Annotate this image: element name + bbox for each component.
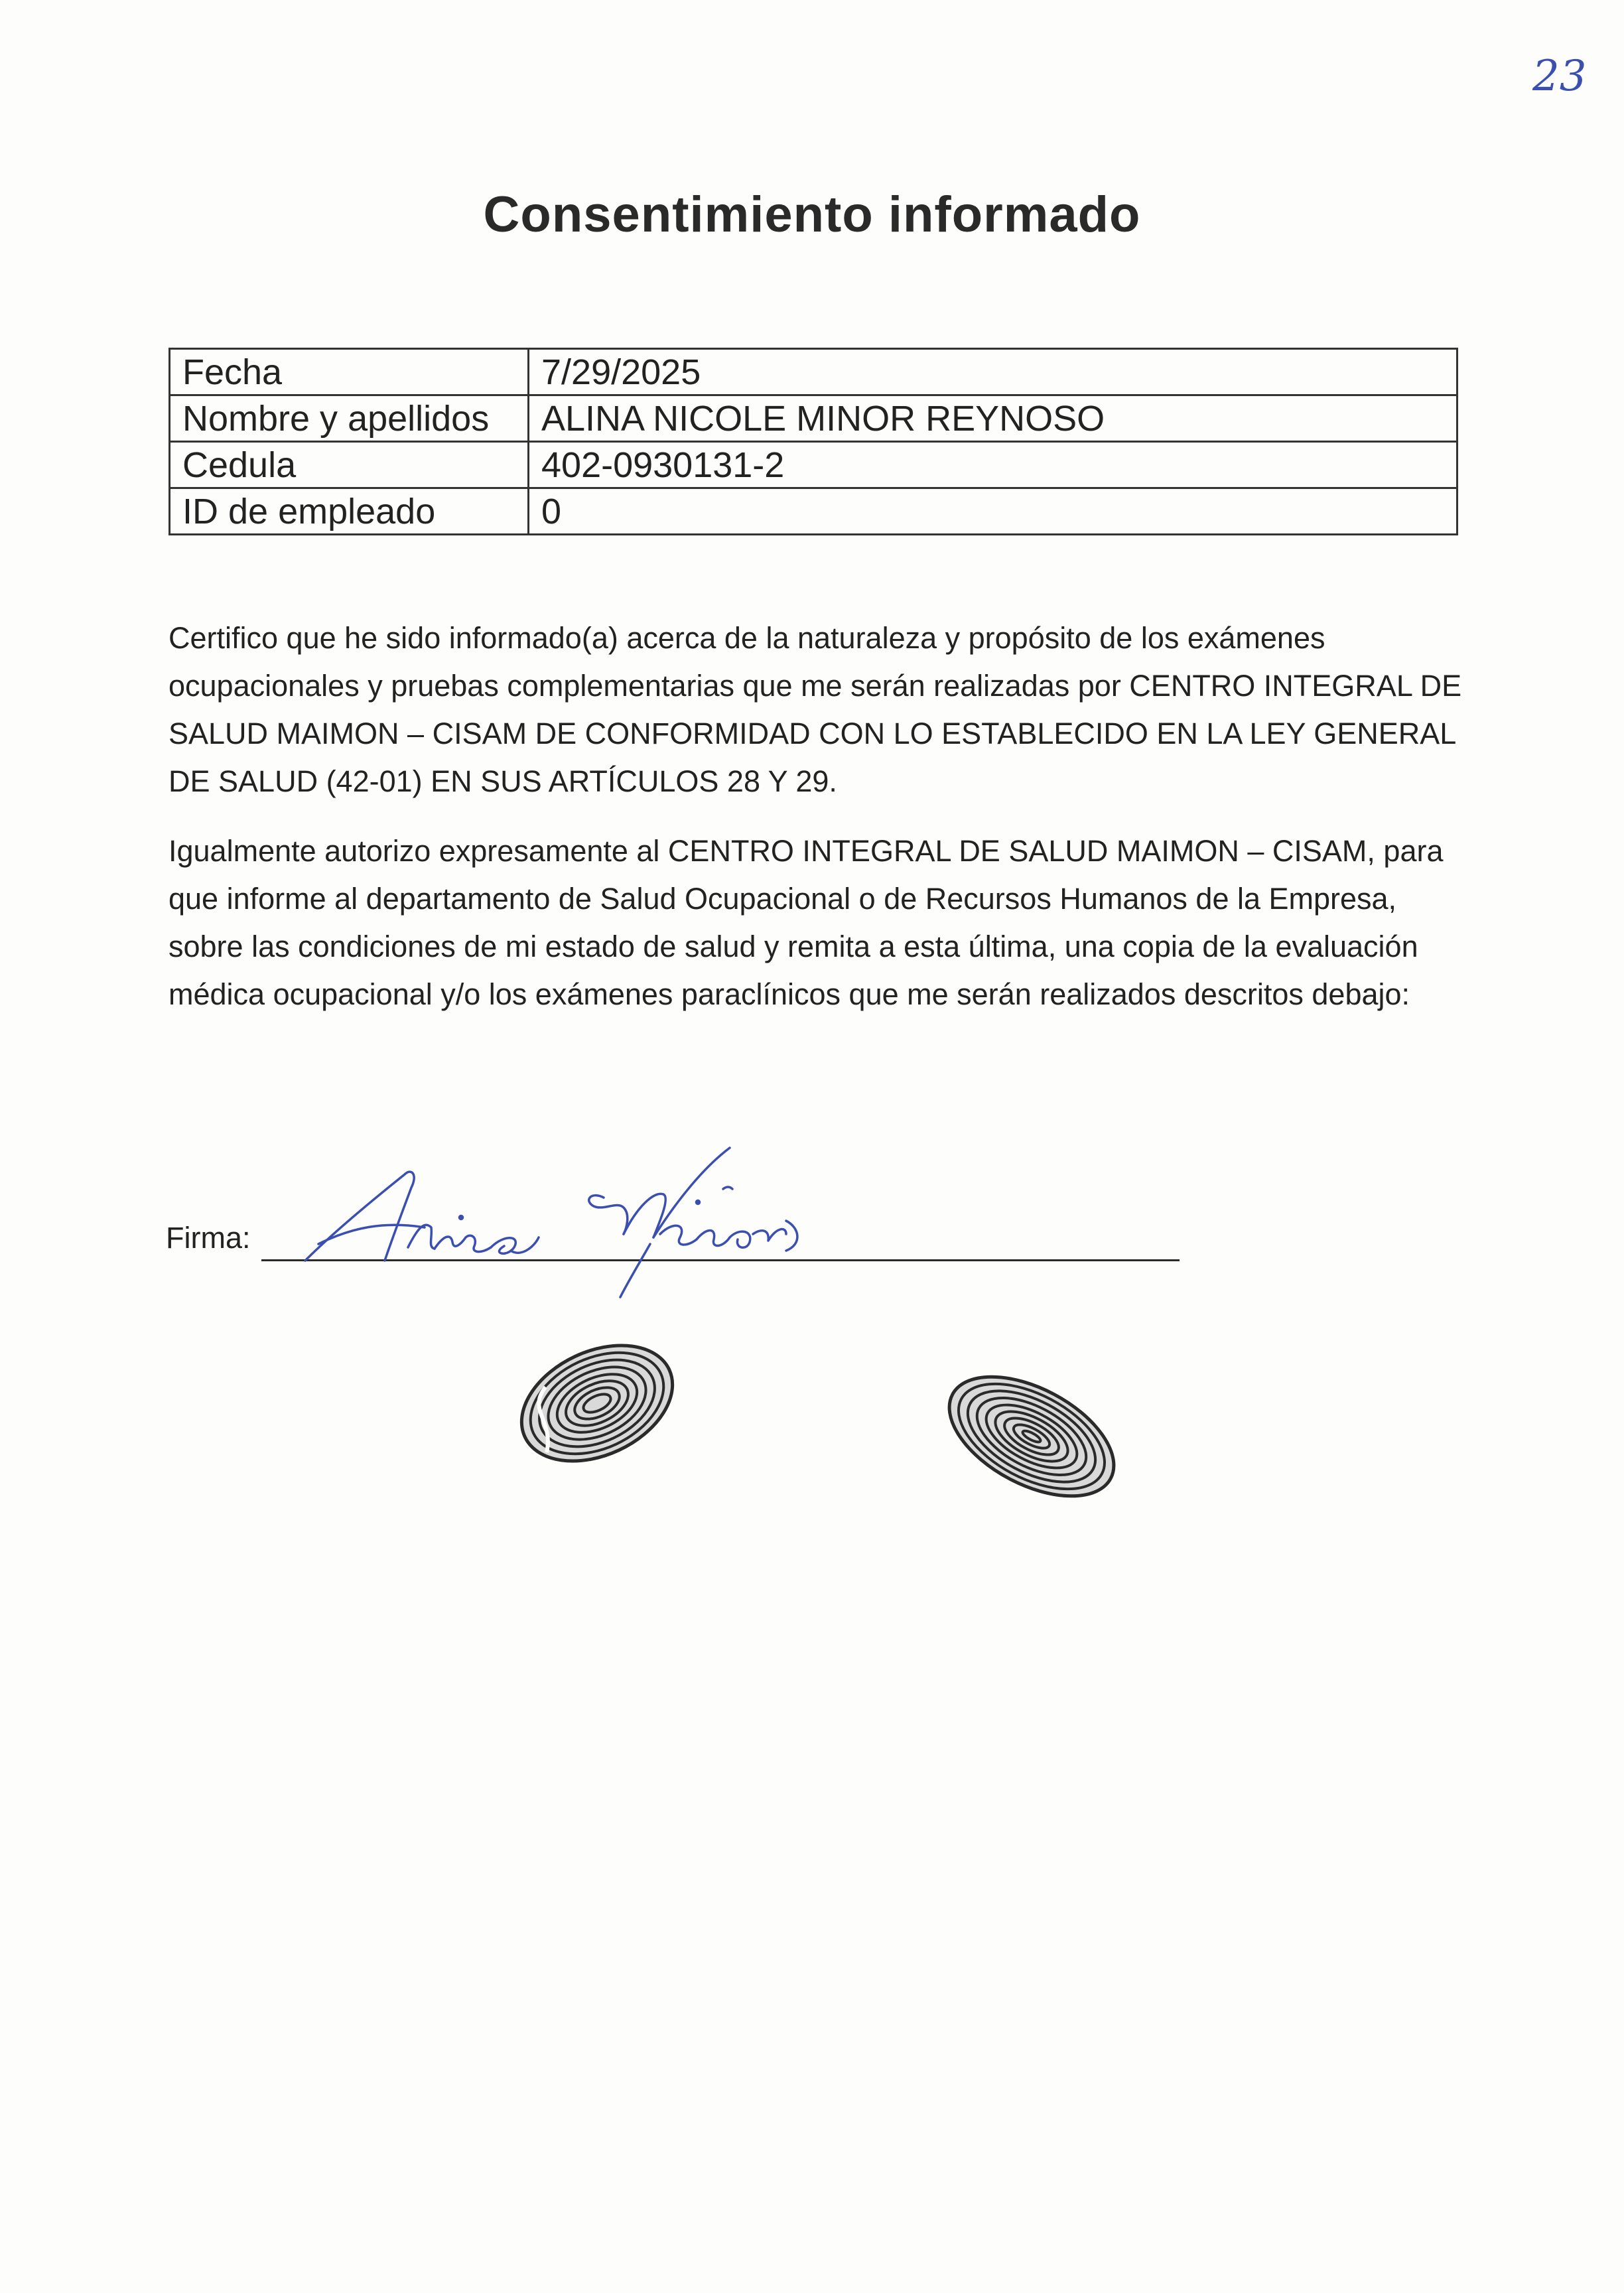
info-table xyxy=(169,348,1458,535)
table-label-cell: Fecha xyxy=(170,349,529,395)
table-row xyxy=(170,349,1457,395)
table-label-cell: Nombre y apellidos xyxy=(170,395,529,442)
table-value-cell: 7/29/2025 xyxy=(529,349,1457,395)
signature-label: Firma: xyxy=(166,1221,251,1255)
table-row xyxy=(170,488,1457,535)
table-label-cell: Cedula xyxy=(170,442,529,488)
table-row xyxy=(170,395,1457,442)
table-label-cell: ID de empleado xyxy=(170,488,529,535)
table-value-cell: 0 xyxy=(529,488,1457,535)
table-value-cell: 402-0930131-2 xyxy=(529,442,1457,488)
page-number: 23 xyxy=(1532,52,1587,101)
certification-paragraph: Certifico que he sido informado(a) acerca de la naturaleza y propósito de los exámenes ocupacionales y pruebas complementarias que me serán realizadas por CENTRO INTEGRAL DE SALUD MAIMON – CISAM DE CONFORMIDAD CON LO ESTABLECIDO EN LA LEY GENERAL DE SALUD (42-01) EN SUS ARTÍCULOS 28 Y 29. xyxy=(169,621,1462,798)
fingerprint-right xyxy=(929,1360,1134,1513)
fingerprint-left xyxy=(504,1327,690,1480)
table-value-cell: ALINA NICOLE MINOR REYNOSO xyxy=(529,395,1457,442)
handwritten-signature xyxy=(292,1128,849,1300)
page-title: Consentimiento informado xyxy=(483,186,1141,243)
authorization-paragraph: Igualmente autorizo expresamente al CENTRO INTEGRAL DE SALUD MAIMON – CISAM, para que informe al departamento de Salud Ocupacional o de Recursos Humanos de la Empresa, sobre las condiciones de mi estado de salud y remita a esta última, una copia de la evaluación médica ocupacional y/o los exámenes paraclínicos que me serán realizados descritos debajo: xyxy=(169,834,1444,1011)
table-row xyxy=(170,442,1457,488)
